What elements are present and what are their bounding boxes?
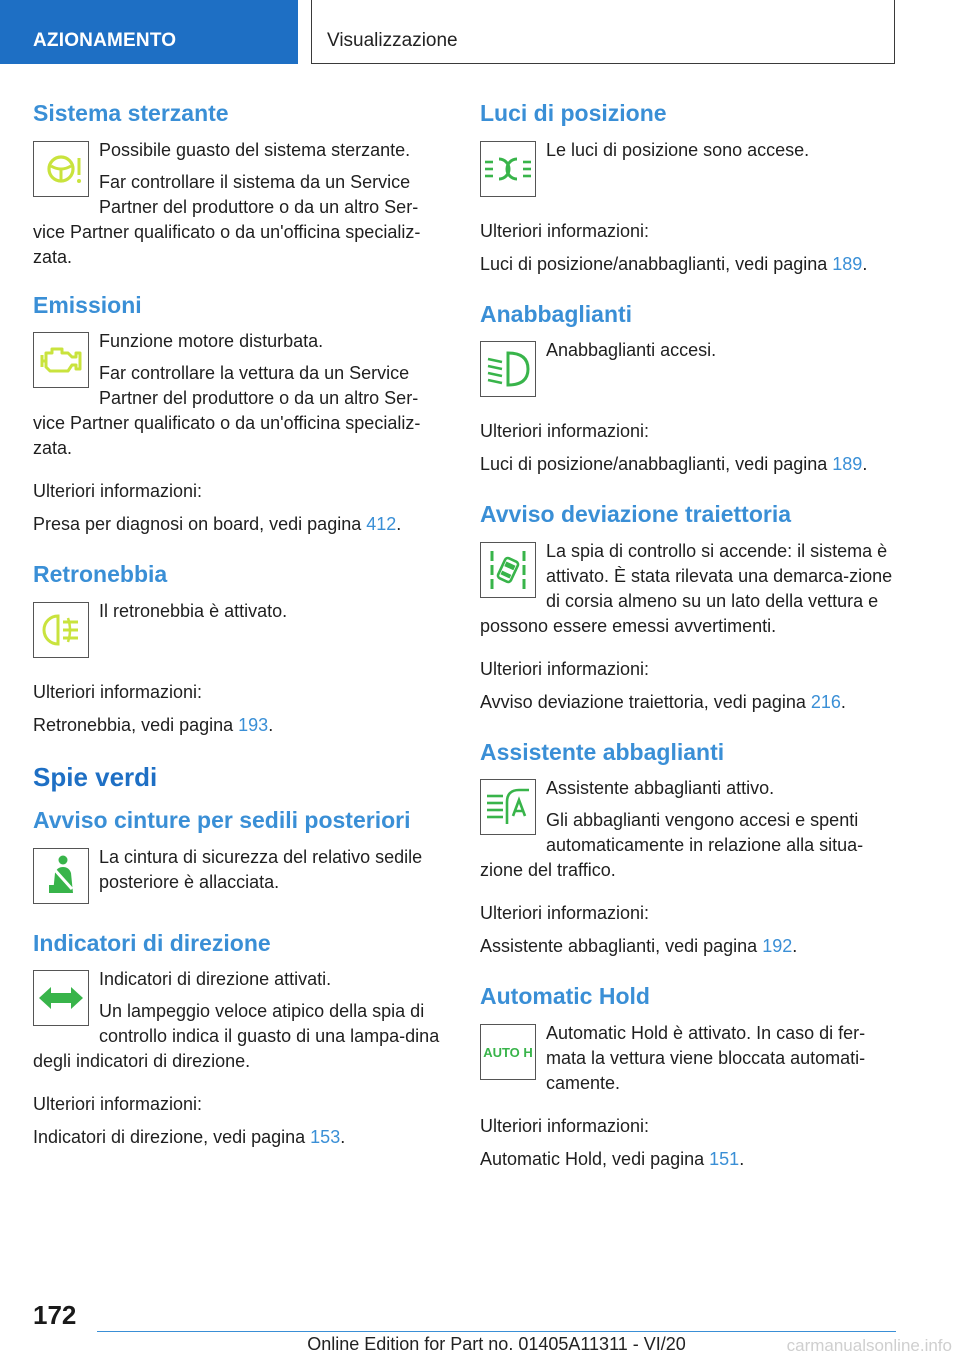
- emissions-reference: Presa per diagnosi on board, vedi pagina 412.: [33, 514, 402, 535]
- low-beam-icon: [480, 341, 536, 397]
- position-lights-reference: Luci di posizione/anabbaglianti, vedi pagina 189.: [480, 253, 868, 274]
- heading-green-lights: Spie verdi: [33, 761, 158, 792]
- heading-high-beam-assist: Assistente abbaglianti: [480, 738, 725, 765]
- rear-fog-reference: Retronebbia, vedi pagina 193.: [33, 714, 274, 735]
- heading-low-beam: Anabbaglianti: [480, 300, 633, 327]
- entry-high-beam-assist: [480, 776, 895, 883]
- emissions-text-1: Funzione motore disturbata.: [99, 331, 324, 352]
- rear-fog-info-label: Ulteriori informazioni:: [33, 681, 203, 702]
- auto-hold-icon: [480, 1024, 536, 1080]
- footer-edition: Online Edition for Part no. 01405A11311 - VI/20: [307, 1334, 686, 1354]
- lane-departure-text-1: La spia di controllo si accende: il sistema è attivato. È stata rilevata una demarca‐zione di corsia almeno su un lato della vettura e possono essere emessi avvertimenti.: [480, 540, 893, 636]
- entry-turn-signals: [33, 967, 448, 1074]
- heading-position-lights: Luci di posizione: [480, 100, 667, 126]
- heading-rear-fog: Retronebbia: [33, 561, 168, 588]
- lane-departure-icon: [480, 542, 536, 598]
- entry-emissions: [33, 329, 448, 461]
- heading-rear-belts: Avviso cinture per sedili posteriori: [33, 806, 411, 833]
- rear-belts-text-1: La cintura di sicurezza del relativo sedile posteriore è allacciata.: [99, 846, 423, 892]
- rear-fog-text-1: Il retronebbia è attivato.: [99, 600, 288, 621]
- position-lights-page-link[interactable]: 189: [832, 253, 863, 274]
- low-beam-reference: Luci di posizione/anabbaglianti, vedi pagina 189.: [480, 454, 868, 475]
- high-beam-assistant-icon: [480, 779, 536, 835]
- watermark: carmanualsonline.info: [786, 1336, 952, 1355]
- emissions-page-link[interactable]: 412: [366, 514, 397, 535]
- right-column: [480, 100, 895, 1196]
- emissions-info-label: Ulteriori informazioni:: [33, 481, 203, 502]
- steering-text-1: Possibile guasto del sistema sterzante.: [99, 139, 411, 160]
- turn-signals-page-link[interactable]: 153: [310, 1127, 341, 1148]
- turn-signals-text-2: Un lampeggio veloce atipico della spia di controllo indica il guasto di una lampa‐dina degli indicatori di direzione.: [33, 1001, 440, 1072]
- lane-departure-page-link[interactable]: 216: [810, 691, 841, 712]
- heading-steering: Sistema sterzante: [33, 100, 229, 126]
- chapter-tab: AZIONAMENTO: [0, 0, 298, 64]
- rear-fog-light-icon: [33, 602, 89, 658]
- entry-rear-fog: [33, 599, 448, 662]
- steering-warning-icon: [33, 141, 89, 197]
- seatbelt-icon: [33, 848, 89, 904]
- rear-fog-page-link[interactable]: 193: [238, 714, 269, 735]
- turn-signals-text-1: Indicatori di direzione attivati.: [99, 969, 332, 990]
- high-beam-assist-text-2: Gli abbaglianti vengono accesi e spenti automaticamente in relazione alla situa‐zione del traffico.: [480, 810, 864, 881]
- emissions-text-2: Far controllare la vettura da un Service Partner del produttore o da un altro Ser‐vice Partner qualificato o da un'officina specializ‐zata.: [33, 363, 421, 459]
- low-beam-page-link[interactable]: 189: [832, 454, 863, 475]
- auto-hold-info-label: Ulteriori informazioni:: [480, 1115, 650, 1136]
- heading-turn-signals: Indicatori di direzione: [33, 929, 271, 956]
- high-beam-assist-info-label: Ulteriori informazioni:: [480, 903, 650, 924]
- high-beam-assist-page-link[interactable]: 192: [762, 936, 793, 957]
- lane-departure-info-label: Ulteriori informazioni:: [480, 658, 650, 679]
- low-beam-text-1: Anabbaglianti accesi.: [546, 340, 717, 361]
- turn-signal-arrows-icon: [33, 970, 89, 1026]
- entry-rear-belts: [33, 845, 448, 908]
- engine-check-icon: [33, 332, 89, 388]
- position-lights-icon: [480, 141, 536, 197]
- auto-hold-icon-text: AUTO H: [483, 1044, 533, 1060]
- section-title: Visualizzazione: [311, 0, 895, 64]
- entry-lane-departure: [480, 539, 895, 639]
- footer-divider: [97, 1331, 896, 1332]
- position-lights-text-1: Le luci di posizione sono accese.: [546, 139, 810, 160]
- lane-departure-reference: Avviso deviazione traiettoria, vedi pagina 216.: [480, 691, 846, 712]
- low-beam-info-label: Ulteriori informazioni:: [480, 421, 650, 442]
- entry-low-beam: [480, 338, 895, 401]
- position-lights-info-label: Ulteriori informazioni:: [480, 220, 650, 241]
- heading-emissions: Emissioni: [33, 291, 142, 318]
- auto-hold-page-link[interactable]: 151: [709, 1148, 740, 1169]
- left-column: [33, 100, 448, 1174]
- entry-position-lights: [480, 138, 895, 201]
- turn-signals-reference: Indicatori di direzione, vedi pagina 153.: [33, 1127, 346, 1148]
- page-number: 172: [33, 1300, 77, 1330]
- high-beam-assist-text-1: Assistente abbaglianti attivo.: [546, 778, 775, 799]
- auto-hold-reference: Automatic Hold, vedi pagina 151.: [480, 1148, 745, 1169]
- heading-auto-hold: Automatic Hold: [480, 983, 650, 1010]
- high-beam-assist-reference: Assistente abbaglianti, vedi pagina 192.: [480, 936, 798, 957]
- entry-auto-hold: [480, 1021, 895, 1096]
- steering-text-2: Far controllare il sistema da un Service Partner del produttore o da un altro Ser‐vice Partner qualificato o da un'officina specializ‐zata.: [33, 171, 421, 267]
- auto-hold-text-1: Automatic Hold è attivato. In caso di fer‐mata la vettura viene bloccata automati‐camente.: [546, 1022, 866, 1093]
- entry-steering: [33, 138, 448, 270]
- turn-signals-info-label: Ulteriori informazioni:: [33, 1094, 203, 1115]
- heading-lane-departure: Avviso deviazione traiettoria: [480, 501, 792, 528]
